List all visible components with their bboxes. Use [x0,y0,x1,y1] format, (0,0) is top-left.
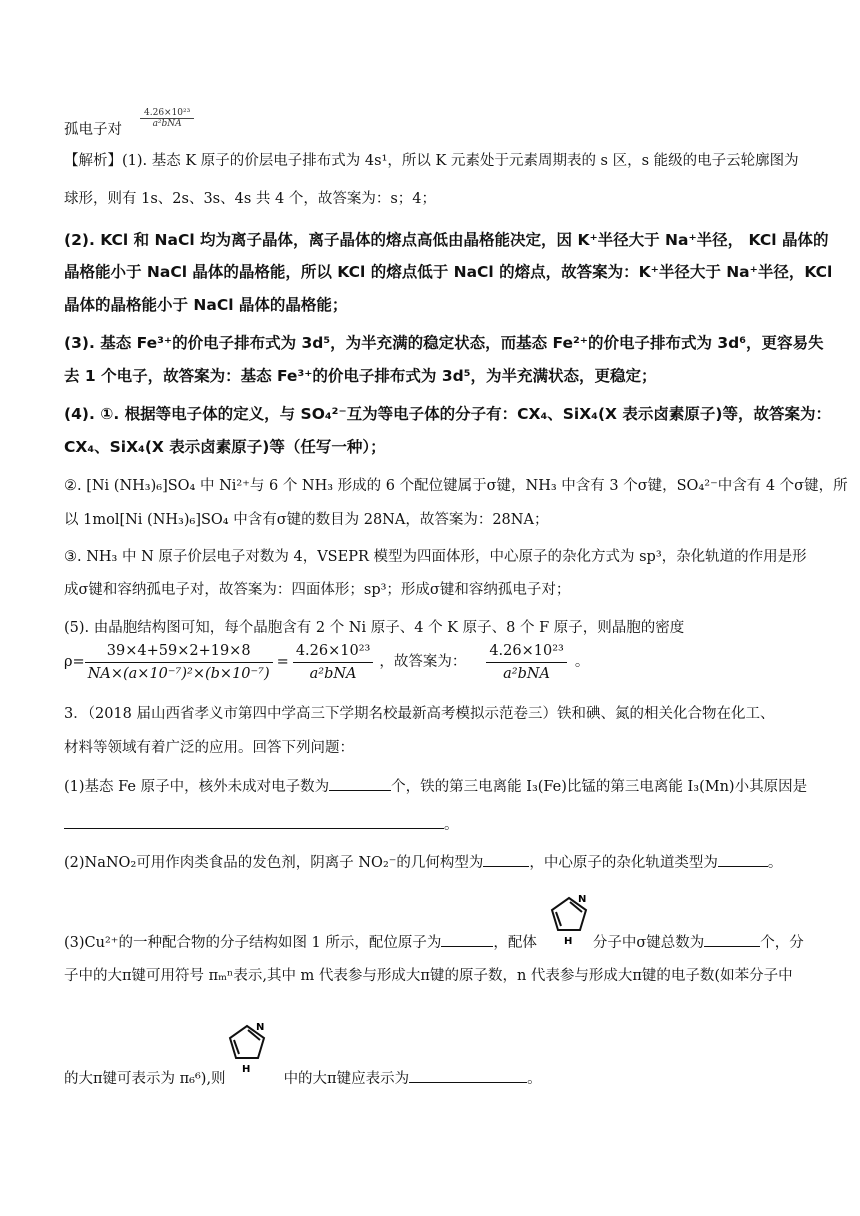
svg-text:H: H [242,1064,251,1075]
answer-blank-3[interactable] [483,852,529,867]
svg-text:N: N [578,894,587,905]
analysis-p2-line1: (2). KCl 和 NaCl 均为离子晶体，离子晶体的熔点高低由晶格能决定，因 K⁺半径大于 Na⁺半径， KCl 晶体的 [64,231,829,249]
svg-text:H: H [564,936,573,947]
analysis-p1-line2: 球形，则有 1s、2s、3s、4s 共 4 个，故答案为：s；4； [64,191,436,207]
analysis-p2-line2: 晶格能小于 NaCl 晶体的晶格能，所以 KCl 的熔点低于 NaCl 的熔点，故答案为：K⁺半径大于 Na⁺半径，KCl [64,263,833,281]
answer-blank-5[interactable] [441,932,493,947]
answer-blank-6[interactable] [704,932,760,947]
sub-question-1-line2: 。 [64,814,804,835]
equals-sign: = [276,654,289,670]
question-3-intro: 材料等领域有着广泛的应用。回答下列问题： [64,740,354,756]
analysis-p6-line1: ③. NH₃ 中 N 原子价层电子对数为 4，VSEPR 模型为四面体形，中心原子的杂化方式为 sp³，杂化轨道的作用是形 [64,549,807,565]
sub-question-2: (2)NaNO₂可用作肉类食品的发色剂，阴离子 NO₂⁻的几何构型为 ，中心原子的杂化轨道类型为 。 [64,852,804,873]
answer-denominator: a²bNA [503,665,551,682]
analysis-p3-line1: (3). 基态 Fe³⁺的价电子排布式为 3d⁵，为半充满的稳定状态，而基态 Fe²⁺的价电子排布式为 3d⁶，更容易失 [64,334,824,352]
svg-text:N: N [256,1022,265,1033]
period: 。 [574,654,590,670]
analysis-p5-line1: ②. [Ni (NH₃)₆]SO₄ 中 Ni²⁺与 6 个 NH₃ 形成的 6 个配位键属于σ键，NH₃ 中含有 3 个σ键，SO₄²⁻中含有 4 个σ键，所 [64,478,848,494]
density-numerator: 39×4+59×2+19×8 [85,642,273,663]
analysis-p6-line2: 成σ键和容纳孤电子对，故答案为：四面体形；sp³；形成σ键和容纳孤电子对； [64,582,571,598]
rho-symbol: ρ= [64,654,85,670]
answer-blank-7[interactable] [409,1068,527,1083]
answer-numerator: 4.26×10²³ [486,642,567,663]
density-fraction [85,642,273,683]
analysis-p4-line1: (4). ①. 根据等电子体的定义，与 SO₄²⁻互为等电子体的分子有：CX₄、SiX₄(X 表示卤素原子)等，故答案为： [64,405,831,423]
question-3-title: 3．（2018 届山西省孝义市第四中学高三下学期名校最新高考模拟示范卷三）铁和碘、氮的相关化合物在化工、 [64,706,775,722]
density-formula-image: 4.26×10²³ a²bNA [140,108,194,129]
result-fraction [293,642,374,683]
answer-blank-1[interactable] [329,776,391,791]
result-denominator: a²bNA [309,665,357,682]
analysis-p3-line2: 去 1 个电子，故答案为：基态 Fe³⁺的价电子排布式为 3d⁵，为半充满状态，更稳定； [64,367,657,385]
density-denominator: NA×(a×10⁻⁷)²×(b×10⁻⁷) [87,665,270,682]
density-equation [64,638,804,686]
sub-question-3-line2: 子中的大π键可用符号 πₘⁿ表示,其中 m 代表参与形成大π键的原子数，n 代表参与形成大π键的电子数(如苯分子中 [64,968,793,984]
imidazole-structure-icon-2 [222,1016,272,1076]
analysis-p5-line2: 以 1mol[Ni (NH₃)₆]SO₄ 中含有σ键的数目为 28NA，故答案为：28NA； [64,512,549,528]
analysis-p1-line1: 【解析】(1). 基态 K 原子的价层电子排布式为 4s¹，所以 K 元素处于元素周期表的 s 区，s 能级的电子云轮廓图为 [64,153,799,169]
lone-pair-label: 孤电子对 [64,122,122,138]
sub-question-3-line1: (3)Cu²⁺的一种配合物的分子结构如图 1 所示，配位原子为 ，配体 分子中σ键总数为 个，分 [64,932,804,953]
analysis-p2-line3: 晶体的晶格能小于 NaCl 晶体的晶格能； [64,296,348,314]
analysis-p4-line2: CX₄、SiX₄(X 表示卤素原子)等（任写一种）； [64,438,386,456]
sub-question-1: (1)基态 Fe 原子中，核外未成对电子数为 个，铁的第三电离能 I₃(Fe)比锰的第三电离能 I₃(Mn)小其原因是 [64,776,804,797]
sub-question-3-line3: 的大π键可表示为 π₆⁶),则 中的大π键应表示为 。 [64,1068,804,1089]
answer-blank-2[interactable] [64,814,444,829]
answer-fraction [486,642,567,683]
answer-label: ，故答案为： [379,654,467,670]
analysis-p7-line1: (5). 由晶胞结构图可知，每个晶胞含有 2 个 Ni 原子、4 个 K 原子、8 个 F 原子，则晶胞的密度 [64,620,685,636]
answer-blank-4[interactable] [718,852,768,867]
result-numerator: 4.26×10²³ [293,642,374,663]
